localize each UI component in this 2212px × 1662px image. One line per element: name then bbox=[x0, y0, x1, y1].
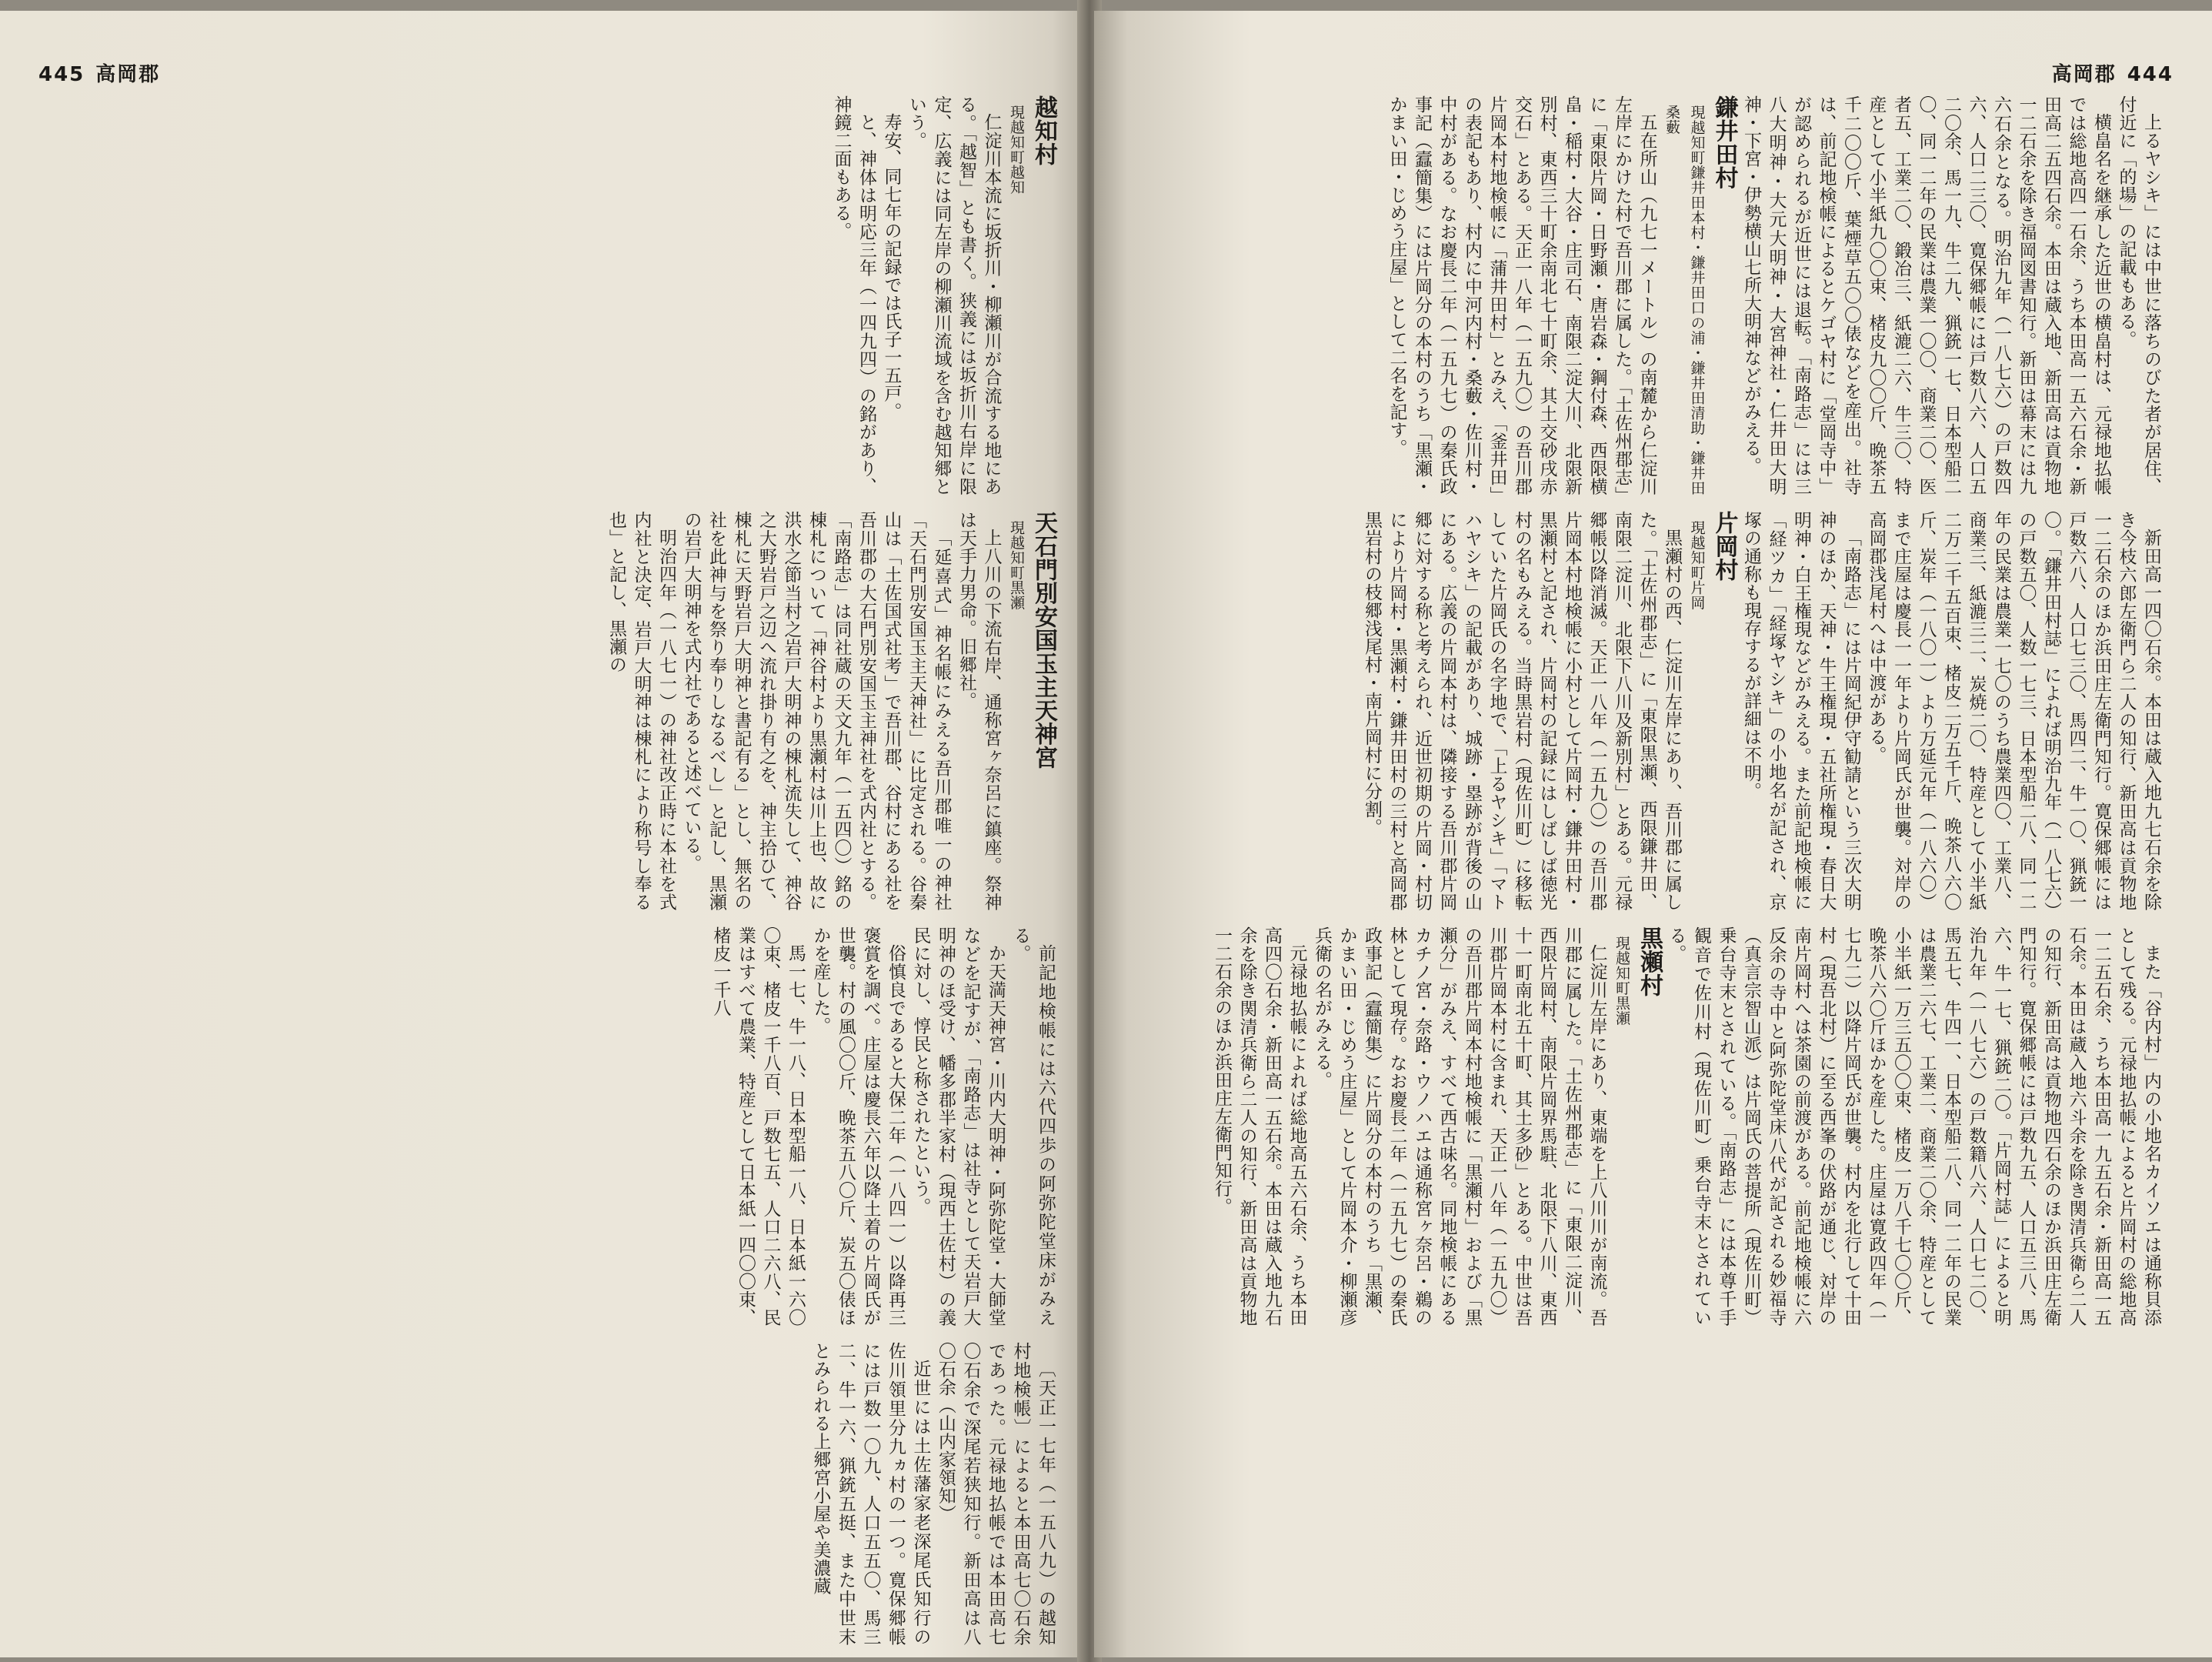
left-page-number: 445 bbox=[38, 63, 85, 86]
body-paragraph: 「南路志」には片岡紀伊守勧請という三次大明神のほか、天神・牛王権現・五社所権現・春日大明神・白王権現などがみえる。また前記地検帳に「経ツカ」「経塚ヤシキ」の小地名が記され、京塚の通称も現存するが詳細は不明。 bbox=[1741, 511, 1861, 911]
entry-heading: 黒瀬村 bbox=[1636, 926, 1663, 997]
body-paragraph: 近世には土佐藩家老深尾氏知行の佐川領里分九ヵ村の一つ。寛保郷帳には戸数一〇九、人口五五〇、馬三二、牛一六、猟銃五挺、また中世末とみられる上郷宮小屋や美濃蔵 bbox=[810, 1342, 931, 1646]
right-page bbox=[1094, 11, 2212, 1657]
body-paragraph: 上るヤシキ」には中世に落ちのびた者が居住、付近に「的場」の記載もある。 bbox=[2116, 95, 2161, 496]
left-running-head bbox=[38, 58, 160, 87]
entry-location: 現越知町片岡 bbox=[1688, 520, 1706, 610]
entry-heading: 越知村 bbox=[1030, 95, 1057, 166]
body-paragraph: 横畠名を継承した近世の横畠村は、元禄地払帳では総地高四一石余、うち本田高一五六石余・新田高二五四石余。本田は蔵入地、新田高は貢物地一二石余を除き福岡図書知行。新田は幕末には九六石余となる。明治九年（一八七六）の戸数四六、人口二三〇、寛保郷帳には戸数八六、人口五二〇余、馬一九、牛二九、猟銃一七、日本型船二〇、同一二年の民業は農業一〇〇、商業二〇、医者五、工業二〇、鍛冶三、紙漉二六、牛三〇、特産として小半紙九〇〇束、楮皮九〇〇斤、晩茶五千二〇〇斤、葉煙草五〇〇俵などを産出。社寺は、前記地検帳によるとケゴヤ村に「堂岡寺中」が認められるが近世には退転。「南路志」には三八大明神・大元大明神・大宮神社・仁井田大明神・下宮・伊勢横山七所大明神などがみえる。 bbox=[1741, 95, 2111, 496]
left-tier-1 bbox=[31, 95, 1058, 496]
body-paragraph: と、神体は明応三年（一四九四）の銘があり、神鏡二面もある。 bbox=[831, 95, 876, 496]
body-paragraph: 前記地検帳には六代四歩の阿弥陀堂床がみえる。 bbox=[1010, 926, 1056, 1327]
entry-location: 現越知町越知 bbox=[1008, 105, 1025, 195]
entry-heading: 片岡村 bbox=[1710, 511, 1738, 582]
body-paragraph: か天満天神宮・川内大明神・阿弥陀堂・大師堂などを記すが、「南路志」は社寺として天岩戸大明神のほ受け、幡多郡半家村（現西土佐村）の義民に対し、惇民と称されたという。 bbox=[910, 926, 1006, 1327]
body-paragraph: 五在所山（九七一メートル）の南麓から仁淀川左岸にかけた村で吾川郡に属した。「土佐州郡志」に「東限片岡・日野瀬・唐岩森・鋼付森、西限横畠・稲村・大谷・庄司石、南限二淀大川、北限新別村、東西三十町余南北七十町余、其土交砂戌赤交石」とある。天正一八年（一五九〇）の吾川郡片岡本村地検帳に「蒲井田村」とみえ、「釜井田」の表記もあり、村内に中河内村・桑藪・佐川村・中村がある。なお慶長二年（一五九七）の秦氏政事記（蠧簡集）には片岡分の本村のうち「黒瀬・かまい田・じめう庄屋」として二名を記す。 bbox=[1386, 95, 1657, 496]
left-section-title: 高岡郡 bbox=[95, 63, 161, 86]
left-tier-2 bbox=[31, 511, 1058, 911]
right-page-number: 444 bbox=[2127, 63, 2174, 86]
entry-location: 現越知町黒瀬 bbox=[1613, 936, 1630, 1026]
right-tier-1 bbox=[1136, 95, 2164, 496]
body-paragraph: 新田高一四〇石余。本田は蔵入地九七石余を除き今枝六郎左衛門ら二人の知行、新田高は貢物地一二石余のほか浜田庄左衛門知行。寛保郷帳には戸数六八、人口七三〇、馬四二、牛一〇、猟銃一〇。「鎌井田村誌」によれば明治九年（一八七六）の戸数五〇、人数一七三、日本型船二八、同一二年の民業は農業一七〇のうち農業四〇、工業八、商業三、紙漉三二、炭焼二〇、特産として小半紙二万二千五百束、楮皮二万五千斤、晩茶八六〇斤、炭年（一八〇一）より万延元年（一八六〇）まで庄屋は慶長一一年より片岡氏が世襲。対岸の高岡郡浅尾村へは中渡がある。 bbox=[1866, 511, 2161, 911]
body-paragraph: 黒瀬村の西、仁淀川左岸にあり、吾川郡に属した。「土佐州郡志」に「東限黒瀬、西限鎌井田、南限二淀川、北限下八川及新別村」とある。元禄郷帳以降消滅。天正一八年（一五九〇）の吾川郡片岡本村地検帳に小村として片岡村・鎌井田村・黒瀬村と記され、片岡村の記録にはしばしば徳光村の名もみえる。当時黒岩村（現佐川町）に移転していた片岡氏の名字地で、「上るヤシキ」「マトハヤシキ」の記載があり、城跡・塁跡が背後の山にある。広義の片岡本村は、隣接する吾川郡片岡郷に対する称と考えられ、近世初期の片岡・村切により片岡村・黒瀬村・鎌井田村の三村と高岡郡黒岩村の枝郷浅尾村・南片岡村に分割。 bbox=[1362, 511, 1682, 911]
body-paragraph: 「延喜式」神名帳にみえる吾川郡唯一の神社「天石門別安国玉主天神社」に比定される。谷秦山は「土佐国式社考」で吾川郡、谷村にある社を吾川郡の大石門別安国玉主神社を式内社とする。「南路志」は同社蔵の天文九年（一五四〇）銘の棟札について「神谷村より黒瀬村は川上也、故に洪水之節当村之岩戸大明神の棟札流失して、神谷之大野岩戸之辺へ流れ掛り有之を、神主拾ひて、棟札に天野岩戸大明神と書記有る」とし、無名の社を此神与を祭り奉りしなるべし」と記し、黒瀬の岩戸大明神を式内社であると述べている。 bbox=[681, 511, 952, 911]
left-page bbox=[0, 11, 1085, 1657]
entry-location: 現越知町黒瀬 bbox=[1008, 520, 1025, 610]
right-tier-2 bbox=[1136, 511, 2164, 911]
body-paragraph: 元禄地払帳によれば総地高五六石余、うち本田高四〇石余・新田高一五石余。本田は蔵入地九石余を除き関清兵衛ら二人の知行、新田高は貢物地一二石余のほか浜田庄左衛門知行。 bbox=[1212, 926, 1307, 1327]
body-paragraph: 〔天正一七年（一五八九）の越知村地検帳〕によると本田高七〇石余であった。元禄地払帳では本田高七〇石余で深尾若狭知行。新田高は八〇石余（山内家領知） bbox=[936, 1342, 1056, 1646]
body-paragraph: また「谷内村」内の小地名カイソエは通称貝添として残る。元禄地払帳によると片岡村の総地高一二五石余、うち本田高一九五石余・新田高一五石余。本田は蔵入地六斗余を除き関清兵衛ら二人の知行、新田高は貢物地四石余のほか浜田庄左衛門知行。寛保郷帳には戸数九五、人口五三八、馬六、牛一七、猟銃二〇。「片岡村誌」によると明治九年（一八七六）の戸数籍八六、人口七二〇、馬五七、牛四一、日本型船二八、同一二年の民業は農業二六七、工業二、商業二〇余、特産として小半紙一万三五〇〇束、楮皮一万八千七〇〇斤、晩茶八六〇斤ほかを産した。庄屋は寛政四年（一七九二）以降片岡氏が世襲。村内を北行して十田村（現吾北村）に至る西峯の伏路が通じ、対岸の南片岡村へは茶園の前渡がある。前記地検帳に六反余の寺中と阿弥陀堂床八代が記される妙福寺（真言宗智山派）は片岡氏の菩提所（現佐川町）乗台寺末とされている。「南路志」には本尊千手観音で佐川村（現佐川町）乗台寺末とされている。 bbox=[1666, 926, 2161, 1327]
right-tier-3 bbox=[1136, 926, 2164, 1327]
body-paragraph: 明治四年（一八七一）の神社改正時に本社を式内社と決定、岩戸大明神は棟札により称号し奉る也」と記し、黒瀬の bbox=[606, 511, 676, 911]
right-section-title: 高岡郡 bbox=[2051, 63, 2117, 86]
body-paragraph: 仁淀川本流に坂折川・柳瀬川が合流する地にある。「越智」とも書く。狭義には坂折川右岸に限定、広義には同左岸の柳瀬川流域を含む越知郷という。 bbox=[906, 95, 1002, 496]
entry-heading: 天石門別安国玉主天神宮 bbox=[1030, 511, 1057, 769]
body-paragraph: 馬一七、牛一八、日本型船一八、日本紙一六〇〇束、楮皮一千八百、戸数七五、人口二六八、民業はすべて農業、特産として日本紙一四〇〇束、楮皮一千八 bbox=[710, 926, 806, 1327]
body-paragraph: 俗慎良であると大保二年（一八四一）以降再三褒賞を調べ。庄屋は慶長六年以降土着の片岡氏が世襲。村の風〇〇斤、晩茶五八〇斤、炭五〇俵ほかを産した。 bbox=[810, 926, 906, 1327]
entry-location: 現越知町鎌井田本村・鎌井田口の浦・鎌井田清助・鎌井田桑藪 bbox=[1663, 105, 1706, 496]
left-tier-3 bbox=[31, 926, 1058, 1327]
body-paragraph: 寿安、同七年の記録では氏子一五戸。 bbox=[881, 113, 902, 421]
body-paragraph: 上八川の下流右岸、通称宮ヶ奈呂に鎮座。祭神は天手力男命。旧郷社。 bbox=[956, 511, 1002, 911]
left-tier-4 bbox=[31, 1342, 1058, 1646]
body-paragraph: 仁淀川左岸にあり、東端を上八川川が南流。吾川郡に属した。「土佐州郡志」に「東限二淀川、西限片岡村、南限片岡界馬駐、北限下八川、東西十一町南北五十町、其土多砂」とある。中世は吾川郡片岡本村に含まれ、天正一八年（一五九〇）の吾川郡片岡本村地検帳に「黒瀬村」および「黒瀬分」がみえ、すべて西古味名。同地検帳にあるカチノ宮・奈路・ウノハエは通称宮ヶ奈呂・鵜の林として現存。なお慶長二年（一五九七）の秦氏政事記（蠧簡集）に片岡分の本村のうち「黒瀬、かまい田・じめう庄屋」として片岡本介・柳瀬彦兵衛の名がみえる。 bbox=[1312, 926, 1607, 1327]
entry-heading: 鎌井田村 bbox=[1710, 95, 1738, 189]
right-running-head bbox=[2052, 58, 2174, 87]
